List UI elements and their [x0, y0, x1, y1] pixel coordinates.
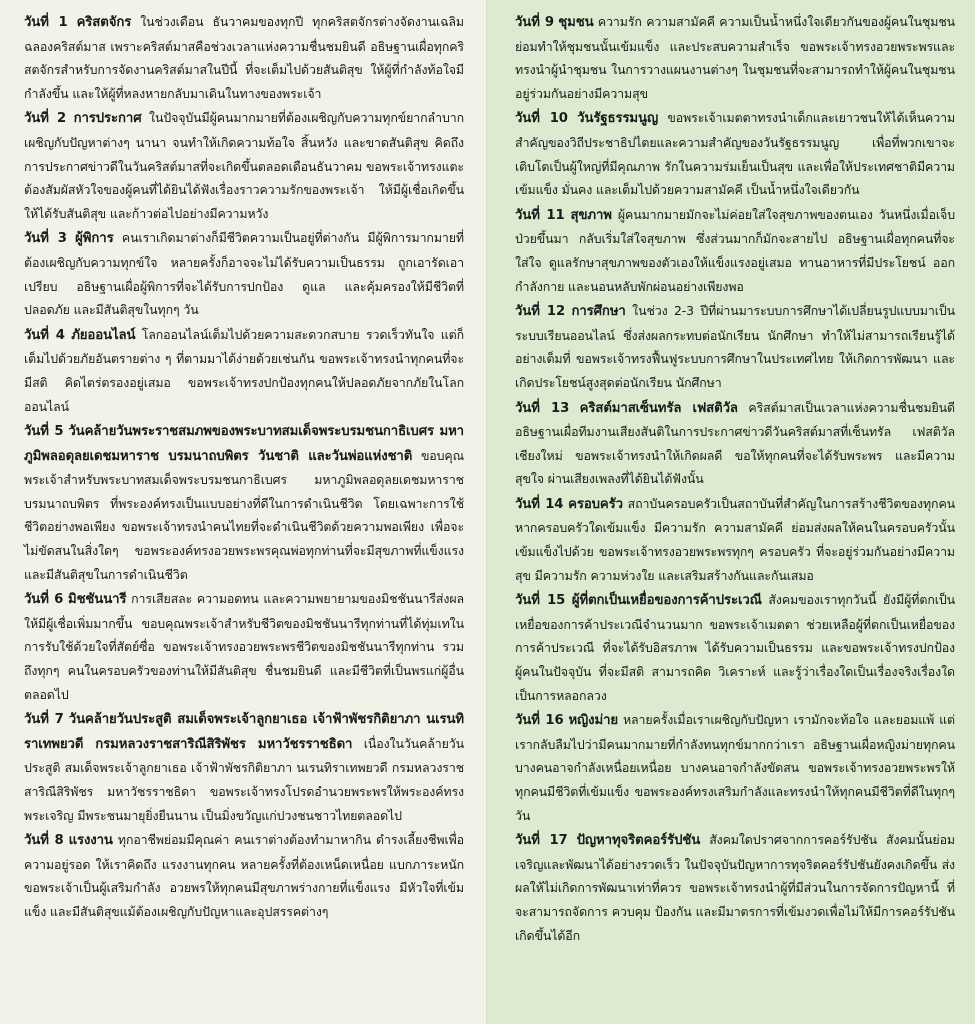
day-topic: วันรัฐธรรมนูญ [577, 111, 659, 127]
day-entry-8 [24, 828, 464, 923]
day-topic: สุขภาพ [570, 207, 612, 223]
day-text: คนเราเกิดมาต่างก็มีชีวิตความเป็นอยู่ที่ต่างกัน มีผู้พิการมากมายที่ต้องเผชิญกับความทุกข์ใจ หลายครั้งก็อาจจะไม่ได้รับความเป็นธรรม ถูกเอารัดเอาเปรียบ อธิษฐานเผื่อผู้พิการที่จะได้รับการปกป้อง ดูแล และคุ้มครองให้มีชีวิตที่ปลอดภัย และมีสันติสุขในทุกๆ วัน [24, 230, 464, 318]
day-number: วันที่ 7 [24, 712, 64, 728]
day-text: ความรัก ความสามัคคี ความเป็นน้ำหนึ่งใจเดียวกันของผู้คนในชุมชนย่อมทำให้ชุมชนนั้นเข้มแข็ง และประสบความสำเร็จ ขอพระเจ้าทรงอวยพระพรและทรงนำผู้นำชุมชน ในการวางแผนงานต่างๆ ในชุมชนที่จะสามารถทำให้ผู้คนในชุมชนอยู่ร่วมกันอย่างมีความสุข [515, 14, 955, 101]
day-entry-17 [515, 828, 955, 947]
day-topic: ครอบครัว [568, 496, 623, 512]
day-topic: การประกาศ [73, 111, 142, 127]
day-number: วันที่ 14 [515, 496, 564, 512]
day-number: วันที่ 12 [515, 304, 566, 320]
day-topic: หญิงม่าย [568, 713, 619, 729]
day-text: ในช่วงเดือน ธันวาคมของทุกปี ทุกคริสตจักรต่างจัดงานเฉลิมฉลองคริสต์มาส เพราะคริสต์มาสคือช่วงเวลาแห่งความชื่นชมยินดี อธิษฐานเผื่อทุกคริสตจักรสำหรับการจัดงานคริสต์มาสในปีนี้ ที่จะเต็มไปด้วยสันติสุข ให้ผู้ที่กำลังท้อใจมีกำลังขึ้น และให้ผู้ที่หลงหายกลับมาเดินในทางของพระเจ้า [24, 14, 464, 101]
day-topic: ปัญหาทุจริตคอร์รัปชัน [576, 833, 701, 849]
day-topic: วันคล้ายวันพระราชสมภพของพระบาทสมเด็จพระบรมชนกาธิเบศร มหาภูมิพลอดุลยเดชมหาราช บรมนาถบพิตร วันชาติ และวันพ่อแห่งชาติ [24, 424, 464, 464]
day-text: ในช่วง 2-3 ปีที่ผ่านมาระบบการศึกษาได้เปลี่ยนรูปแบบมาเป็นระบบเรียนออนไลน์ ซึ่งส่งผลกระทบต่อนักเรียน นักศึกษา ทำให้ไม่สามารถเรียนรู้ได้อย่างเต็มที่ ขอพระเจ้าทรงฟื้นฟูระบบการศึกษาในประเทศไทย ให้เกิดการพัฒนา และเกิดประโยชน์สูงสุดต่อนักเรียน นักศึกษา [515, 303, 956, 390]
day-entry-6 [24, 587, 464, 706]
day-number: วันที่ 13 [515, 400, 570, 416]
day-number: วันที่ 5 [24, 424, 64, 440]
day-topic: ผู้พิการ [75, 231, 114, 247]
day-text: ผู้คนมากมายมักจะไม่ค่อยใส่ใจสุขภาพของตนเอง วันหนึ่งเมื่อเจ็บป่วยขึ้นมา กลับเริ่มใส่ใจสุขภาพ ซึ่งส่วนมากก็มักจะสายไป อธิษฐานเผื่อทุกคนที่จะใส่ใจ ดูแลรักษาสุขภาพของตัวเองให้แข็งแรงอยู่เสมอ ทานอาหารที่มีประโยชน์ ออกกำลังกาย และนอนหลับพักผ่อนอย่างเพียงพอ [515, 206, 955, 294]
day-entry-11 [515, 203, 955, 298]
day-entry-14 [515, 492, 955, 587]
day-topic: แรงงาน [68, 833, 113, 849]
day-entry-7 [24, 707, 464, 827]
day-number: วันที่ 1 [24, 15, 68, 30]
day-entry-1 [24, 10, 464, 105]
day-text: ในปัจจุบันมีผู้คนมากมายที่ต้องเผชิญกับความทุกข์ยากลำบาก เผชิญกับปัญหาต่างๆ นานา จนทำให้เกิดความท้อใจ สิ้นหวัง และขาดสันติสุข คิดถึงการประกาศข่าวดีในวันคริสต์มาสที่จะเกิดขึ้นตลอดเดือนธันวาคม ขอพระเจ้าทรงแตะต้องสัมผัสหัวใจของผู้คนที่ได้ยินได้ฟังเรื่องราวความรักของพระเจ้า ให้มีผู้เชื่อเกิดขึ้น ให้ได้รับสันติสุข และก้าวต่อไปอย่างมีความหวัง [24, 110, 465, 221]
day-topic: ชุมชน [558, 15, 594, 30]
day-text: สังคมของเราทุกวันนี้ ยังมีผู้ที่ตกเป็นเหยื่อของการค้าประเวณีจำนวนมาก ขอพระเจ้าเมตตา ช่วยเหลือผู้ที่ตกเป็นเหยื่อของการค้าประเวณี ที่จะได้รับอิสรภาพ ได้รับความเป็นธรรม และขอพระเจ้าทรงปกป้องผู้คนในปัจจุบัน ที่จะมีสติ สามารถคิด วิเคราะห์ และรู้ว่าเรื่องใดเป็นเรื่องจริงเรื่องใดเป็นการหลอกลวง [515, 592, 955, 703]
day-topic: ผู้ที่ตกเป็นเหยื่อของการค้าประเวณี [571, 593, 762, 609]
day-topic: คริสต์มาสเซ็นทรัล เฟสติวัล [579, 400, 738, 416]
day-topic: คริสตจักร [76, 15, 132, 30]
day-number: วันที่ 4 [24, 327, 65, 343]
day-topic: วันคล้ายวันประสูติ สมเด็จพระเจ้าลูกยาเธอ เจ้าฟ้าพัชรกิติยาภา นเรนทิราเทพยวดี กรมหลวงราชสาริณีสิริพัชร มหาวัชรราชธิดา [24, 712, 464, 752]
day-entry-9 [515, 10, 955, 105]
day-text: การเสียสละ ความอดทน และความพยายามของมิชชันนารีส่งผลให้มีผู้เชื่อเพิ่มมากขึ้น ขอบคุณพระเจ้าสำหรับชีวิตของมิชชันนารีทุกท่านที่ได้ทุ่มเทในการรับใช้ด้วยใจที่สัตย์ซื่อ ขอพระเจ้าทรงอวยพระพรชีวิตของมิชชันนารีทุกท่าน รวมถึงทุกๆ คนในครอบครัวของท่านให้มีสันติสุข ชื่นชมยินดี และมีชีวิตที่เป็นพรแก่ผู้อื่นตลอดไป [24, 591, 464, 702]
day-entry-5 [24, 419, 464, 586]
day-entry-3 [24, 226, 464, 321]
day-number: วันที่ 8 [24, 833, 64, 849]
day-text: ขอบคุณพระเจ้าสำหรับพระบาทสมเด็จพระบรมชนกาธิเบศร มหาภูมิพลอดุลยเดชมหาราช บรมนาถบพิตร ที่พระองค์ทรงเป็นแบบอย่างที่ดีในการดำเนินชีวิต โดยเฉพาะการใช้ชีวิตอย่างพอเพียง ขอพระเจ้าทรงนำคนไทยที่จะดำเนินชีวิตด้วยความพอเพียง เพื่อจะไม่ขัดสนในสิ่งใดๆ ขอพระองค์ทรงอวยพระพรคุณพ่อทุกท่านที่จะมีสุขภาพที่แข็งแรงและมีสันติสุขในการดำเนินชีวิต [24, 447, 464, 582]
left-column [0, 0, 487, 1024]
day-entry-2 [24, 106, 464, 225]
day-text: หลายครั้งเมื่อเราเผชิญกับปัญหา เรามักจะท้อใจ และยอมแพ้ แต่เรากลับลืมไปว่ามีคนมากมายที่กำลังทนทุกข์มากกว่าเรา อธิษฐานเผื่อหญิงม่ายทุกคน บางคนอาจกำลังเหนื่อยเหนื่อย บางคนอาจกำลังขัดสน ขอพระเจ้าทรงอวยพระพรให้ทุกคนมีชีวิตที่เข้มแข็ง ขอพระองค์ทรงเสริมกำลังและทรงนำให้ทุกคนมีชีวิตที่ดีในทุกๆ วัน [515, 712, 955, 823]
day-topic: ภัยออนไลน์ [71, 327, 136, 343]
day-text: คริสต์มาสเป็นเวลาแห่งความชื่นชมยินดี อธิษฐานเผื่อทีมงานเสียงสันติในการประกาศข่าวดีวันคริสต์มาสที่เซ็นทรัล เฟสติวัลเชียงใหม่ ขอพระเจ้าทรงนำให้เกิดผลดี ขอให้ทุกคนที่จะได้รับพระพร และมีความสุขใจ ผ่านเสียงเพลงที่ได้ยินได้ฟังนั้น [515, 399, 955, 487]
day-text: เนื่องในวันคล้ายวันประสูติ สมเด็จพระเจ้าลูกยาเธอ เจ้าฟ้าพัชรกิติยาภา นเรนทิราเทพยวดี กรมหลวงราชสาริณีสิริพัชร มหาวัชรราชธิดา ขอพระเจ้าทรงโปรดอำนวยพระพรให้พระองค์ทรงพระเจริญ มีพระชนมายุยิ่งยืนนาน เป็นมิ่งขวัญแก่ปวงชนชาวไทยตลอดไป [24, 735, 465, 823]
day-number: วันที่ 16 [515, 713, 564, 729]
day-number: วันที่ 10 [515, 111, 568, 127]
day-entry-10 [515, 106, 955, 201]
day-number: วันที่ 11 [515, 207, 565, 223]
day-number: วันที่ 3 [24, 231, 67, 247]
day-number: วันที่ 6 [24, 592, 64, 608]
day-entry-4 [24, 323, 464, 418]
day-text: สถาบันครอบครัวเป็นสถาบันที่สำคัญในการสร้างชีวิตของทุกคน หากครอบครัวใดเข้มแข็ง มีความรัก ความสามัคคี ย่อมส่งผลให้คนในครอบครัวนั้นเข้มแข็งไปด้วย ขอพระเจ้าทรงอวยพระพรทุกๆ ครอบครัว ที่จะอยู่ร่วมกันอย่างมีความสุข มีความรัก ความห่วงใย และเสริมสร้างกันและกันเสมอ [515, 495, 956, 583]
day-entry-15 [515, 588, 955, 707]
day-number: วันที่ 15 [515, 593, 566, 609]
day-text: โลกออนไลน์เต็มไปด้วยความสะดวกสบาย รวดเร็วทันใจ แต่ก็เต็มไปด้วยภัยอันตรายต่าง ๆ ที่ตามมาได้ง่ายด้วยเช่นกัน ขอพระเจ้าทรงนำทุกคนที่จะมีสติ คิดไตร่ตรองอยู่เสมอ ขอพระเจ้าทรงปกป้องทุกคนให้ปลอดภัยจากภัยในโลกออนไลน์ [24, 326, 465, 414]
day-topic: มิชชันนารี [67, 592, 127, 608]
day-entry-13 [515, 396, 955, 491]
day-number: วันที่ 2 [24, 111, 67, 127]
day-number: วันที่ 9 [515, 15, 554, 30]
right-column [487, 0, 975, 1024]
day-text: สังคมใดปราศจากการคอร์รัปชัน สังคมนั้นย่อมเจริญและพัฒนาได้อย่างรวดเร็ว ในปัจจุบันปัญหาการทุจริตคอร์รัปชันยังคงเกิดขึ้น ส่งผลให้ไม่เกิดการพัฒนาเท่าที่ควร ขอพระเจ้าทรงนำผู้ที่มีส่วนในการจัดการปัญหานี้ ที่จะสามารถจัดการ ควบคุม ป้องกัน และมีมาตรการที่เข้มงวดเพื่อไม่ให้มีการคอร์รัปชันเกิดขึ้นได้อีก [515, 832, 955, 943]
day-text: ทุกอาชีพย่อมมีคุณค่า คนเราต่างต้องทำมาหากิน ดำรงเลี้ยงชีพเพื่อความอยู่รอด ให้เราคิดถึง แรงงานทุกคน หลายครั้งที่ต้องเหน็ดเหนื่อย แบกภาระหนัก ขอพระเจ้าเป็นผู้เสริมกำลัง อวยพรให้ทุกคนมีสุขภาพร่างกายที่แข็งแรง มีหัวใจที่เข้มแข็ง และมีสันติสุขแม้ต้องเผชิญกับปัญหาและอุปสรรคต่างๆ [24, 832, 465, 919]
day-entry-12 [515, 299, 955, 394]
day-topic: การศึกษา [571, 304, 626, 320]
day-number: วันที่ 17 [515, 833, 568, 849]
day-entry-16 [515, 708, 955, 827]
day-text: ขอพระเจ้าเมตตาทรงนำเด็กและเยาวชนให้ได้เห็นความสำคัญของวิถีประชาธิปไตยและความสำคัญของวันรัฐธรรมนูญ เพื่อที่พวกเขาจะเติบโตเป็นผู้ใหญ่ที่มีคุณภาพ รักในความร่มเย็นเป็นสุข และเพื่อให้ประเทศชาติมีความเข้มแข็ง มั่นคง และเต็มไปด้วยความสามัคคี เป็นน้ำหนึ่งใจเดียวกัน [515, 110, 956, 198]
